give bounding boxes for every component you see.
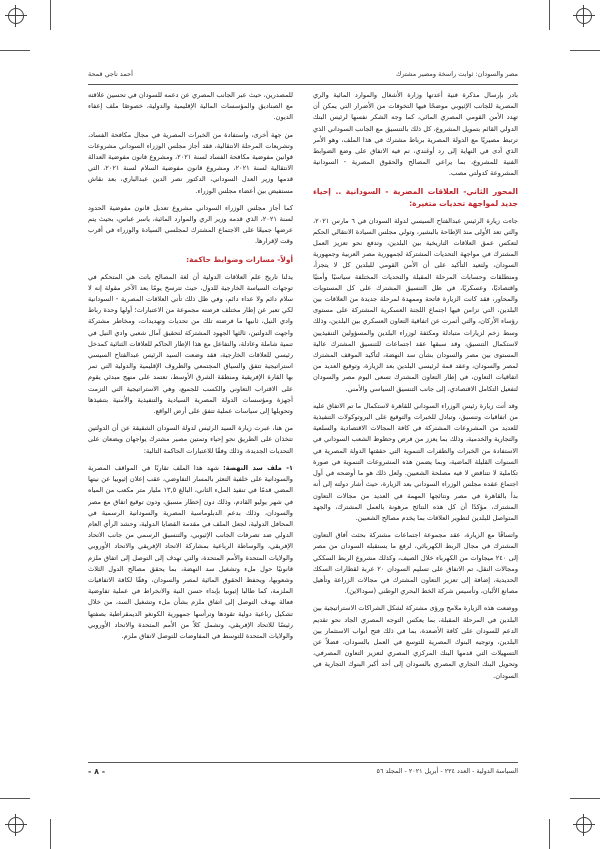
body-paragraph: ووضعت هذه الزيارة ملامح ورؤى مشتركة لشكل الشراكات الاستراتيجية بين البلدين في المرحلة المقبلة، بما يعكس التوجه المصري الجاد نحو تقديم الدعم للسودان على كافة الأصعدة، بما في ذلك فتح أبواب الاستثمار بين البلدين، وتوجيه البنوك المصرية للتوسع في العمل بالسودان، فضلاً عن التسهيلات التي قدمها البنك المركزي المصري لتعزيز التعاون المصرفي، وتحويل البنك التجاري المصري بالسودان إلى أحد أكبر البنوك التجارية في السودان. bbox=[313, 604, 518, 680]
running-footer bbox=[88, 764, 518, 778]
footer-journal: السياسة الدولية bbox=[476, 767, 518, 775]
page-number: - ٨ - bbox=[88, 766, 106, 776]
crop-mark bbox=[50, 0, 51, 30]
body-paragraph: واتساقًا مع الزيارة، عقد مجموعة اجتماعات مشتركة بحثت آفاق التعاون المشترك في مجال الربط الكهربائي، لرفع ما يستقبله السودان من مصر إلى ٢٤٠ ميجاوات من الكهرباء خلال الصيف، وكذلك مشروع الربط السككي ومجالات النقل، تم الاتفاق على تسليم السودان ٢٠ عربة لقطارات السكك الحديدية، إضافة إلى تعزيز التعاون المشترك في مجالات الزراعة وتأهيل مصانع الألبان، وتأسيس شركة الخط البحري الوطني (سودالاين). bbox=[313, 531, 518, 596]
crop-mark bbox=[0, 798, 30, 799]
registration-mark-icon bbox=[8, 817, 24, 833]
body-paragraph: للمصدرين، حيث عبر الجانب المصري عن دعمه للسودان في تحسين علاقته مع الصناديق والمؤسسات المالية الإقليمية والدولية، خصوصًا ملف إعفاء الديون. bbox=[88, 91, 293, 122]
footer-rule bbox=[88, 762, 518, 763]
header-rule bbox=[88, 84, 518, 85]
intro-paragraph: بادر بإرسال مذكرة فنية أعدتها وزارة الأشغال والموارد المائية والري المصرية للجانب الإثيوبي موضحًا فيها التخوفات من الأضرار التي يمكن أن تهدد الأمن القومي المصري المائي، كما وجه الشكر نفسها لرئيس البنك الدولي القائم بتمويل المشروع، كل ذلك بالتنسيق مع الجانب السوداني الذي ترتبط مصيريًا مع الدولة المصرية برباط مشترك في هذا الملف، وهو الأمر الذي أدى في النهاية إلى رد أوغندي، تم فيه الاتفاق على وضع الضوابط الفنية للمشروع، بما يراعي المصالح والحقوق المصرية - السودانية المشروعة كدولتي مصب. bbox=[313, 91, 518, 178]
footer-journal-info: السياسة الدولية - العدد ٢٢٤ - أبريل ٢٠٢١ - المجلد ٥٦ bbox=[376, 767, 518, 775]
list-item-lead: ١- ملف سد النهضة: bbox=[223, 463, 293, 472]
crop-mark bbox=[50, 819, 51, 849]
body-paragraph: وقد أتت زيارة رئيس الوزراء السوداني للقاهرة لاستكمال ما تم الاتفاق عليه من اتفاقيات وتنسيق، وتبادل للخبرات والتوقيع على البروتوكولات التنفيذية للعديد من المشروعات المشتركة في كافة المجالات الاقتصادية والسلعية والتجارية والخدمية، وذلك بما يعزز من فرص وحظوظ الشعب السوداني في الاستفادة من الخبرات والطفرات التنموية التي حققتها الدولة المصرية في السنوات القليلة الماضية، وبما يضمن هذه المشروعات التنموية في صورة تكاملية لا تتناقض لا فيه مصلحة الشعبين. ولعل ذلك هو ما أوضحه في أول اجتماع عقده مجلس الوزراء السوداني بعد الزيارة، حيث أشار دولته إلى أنه بدأ بالقاهرة في مصر ونتائجها المهمة في العديد من مجالات التعاون المشترك، مؤكدًا أن كل هذه النتائج مرهونة بالعمل المشترك، والجهد المتواصل للبلدين لتطوير العلاقات بما يخدم مصالح الشعبين. bbox=[313, 401, 518, 522]
crop-mark bbox=[570, 50, 600, 51]
header-article-title: مصر والسودان: ثوابت راسخة ومصير مشترك bbox=[395, 70, 518, 78]
body-paragraph: جاءت زيارة الرئيس عبدالفتاح السيسي لدولة السودان في ٦ مارس ٢٠٢١، والتي تعد الأولى منذ الإطاحة بالبشير، وتولي مجلس السيادة الانتقالي الحكم لتعكس عمق العلاقات التاريخية بين البلدين، وتدفع نحو تعزيز العمل المشترك في مواجهة التحديات المشتركة لجمهورية مصر العربية وجمهورية السودان، ولتعيد التأكيد على أن الأمن القومي للبلدين كل لا يتجزأ، ومنطلقات وحسابات المرحلة المقبلة والتحديات المختلفة سياسيًا وأمنيًا واقتصاديًا، وعسكريًا، في ظل التنسيق المشترك على كل المستويات والمحاور، فقد كانت الزيارة فاتحة وممهدة لمرحلة جديدة من العلاقات بين البلدين، التي تزامن فيها اجتماع اللجنة العسكرية المشتركة على مستوى رؤساء الأركان، والتي أثمرت عن اتفاقية التعاون العسكري بين البلدين، وذلك وسط زخم لزيارات متبادلة ومكثفة لوزراء البلدين والمسؤولين التنفيذيين لاستكمال التنسيق، وقد سبقها عقد اجتماعات للتنسيق المشترك عالية المستوى بين مصر والسودان بشأن سد النهضة، لتأكيد الموقف المشترك لمصر والسودان، وعقد قمة لرئيسي البلدين بعد الزيارة، وتوقيع العديد من اتفاقيات التعاون، في إطار التعاون المشترك تسعى اليوم مصر والسودان لتفعيل التكامل الاقتصادي، إلى جانب التنسيق السياسي والأمني. bbox=[313, 216, 518, 393]
registration-mark-icon bbox=[8, 8, 24, 24]
crop-mark bbox=[549, 819, 550, 849]
crop-mark bbox=[570, 798, 600, 799]
body-paragraph: من هنا، عبرت زيارة السيد الرئيس لدولة السودان الشقيقة عن أن الدولتين تتخذان على الطريق نحو إحياء وتمتين مصير مشترك يواجهان ويضعان على التحديات الجديدة، وذلك وفقًا للاعتبارات الحاكمة التالية: bbox=[88, 424, 293, 455]
list-item-paragraph bbox=[88, 463, 293, 642]
running-header bbox=[88, 70, 518, 84]
list-item-body: شهد هذا الملف تقاربًا في المواقف المصرية والسودانية على خلفية التعثر بالمسار التفاوضي، عقب إعلان إثيوبيا عن نيتها المضي قدمًا في تنفيذ الملء الثاني، البالغ ١٣,٥ مليار متر مكعب من المياه في شهر يوليو القادم، وذلك دون إخطار مسبق، ودون توقيع اتفاق مع مصر والسودان، وذلك بدعم الدبلوماسية المصرية والسودانية الرسمية في المحافل الدولية، لجعل الملف في مقدمة القضايا الدولية، وحشد الرأي العام الدولي ضد تصرفات الجانب الإثيوبي، والتنسيق الرسمي من جانب الاتحاد الإفريقي، والوساطة الرباعية بمشاركة الاتحاد الإفريقي والاتحاد الأوروبي والولايات المتحدة والأمم المتحدة، والتي تهدف إلى التوصل إلى اتفاق ملزم قانونيًا حول ملء وتشغيل سد النهضة، بما يحقق مصالح الدول الثلاث وشعوبها، ويحفظ الحقوق المائية لمصر والسودان، وفقًا لكافة الاتفاقيات الملزمة، كما طالبا إثيوبيا بإبداء حسن النية والانخراط في عملية تفاوضية فعالة بهدف التوصل إلى اتفاق ملزم بشأن ملء وتشغيل السد، من خلال تشكيل رباعية دولية تقودها وترأسها جمهورية الكونغو الديمقراطية بصفتها رئيسًا للاتحاد الإفريقي، وتشمل كلاً من الأمم المتحدة والاتحاد الأوروبي والولايات المتحدة للتوسط في المفاوضات للتوصل لاتفاق ملزم. bbox=[88, 463, 293, 640]
header-author: أحمد ناجي قمحة bbox=[88, 70, 133, 78]
subsection-heading: أولاً- مسارات وضوابط حاكمة: bbox=[186, 254, 293, 264]
crop-mark bbox=[0, 50, 30, 51]
right-column bbox=[313, 90, 518, 756]
body-paragraph: من جهة أخرى، واستفادة من الخبرات المصرية في مجال مكافحة الفساد، وتشريعات المرحلة الانتقالية، فقد أجاز مجلس الوزراء السوداني مشروعات قوانين مفوضية مكافحة الفساد لسنة ٢٠٢١، ومشروع قانون مفوضية العدالة الانتقالية لسنة ٢٠٢١، ومشروع قانون مفوضية السلام لسنة ٢٠٢١، التي قدمها وزير العدل السوداني، الدكتور نصر الدين عبدالباري، بعد نقاش مستفيض بين أعضاء مجلس الوزراء. bbox=[88, 130, 293, 195]
body-paragraph: يدلنا تاريخ علم العلاقات الدولية أن لغة المصالح باتت هي المتحكم في توجهات السياسة الخارجية للدول، حيث تترسخ يومًا بعد الآخر مقولة إنه لا سلام دائم ولا عداء دائم، وفي ظل ذلك تأتي العلاقات المصرية - السودانية لكي تعبر عن إطار مختلف فرضته مجموعة من الاعتبارات؛ أولها وحدة رباط وادي النيل، ثانيها ما فرضته تلك من تحديات وتهديدات، ومخاطر مشتركة واجهت الدولتين، ثالثها الجهود المشتركة لتحقيق آمال شعبي وادي النيل في تنمية شاملة وعادلة، والتفاعل مع هذا الإطار الحاكم للعلاقات الثنائية كمدخل رئيسي للعلاقات الخارجية، فقد وضعت السيد الرئيس عبدالفتاح السيسي استراتيجية تتفق والسياق المجتمعي والظروف الإقليمية والدولية التي تمر بها القارة الإفريقية ومنطقة الشرق الأوسط، تعتمد على منهج مبدئي يقوم على الاقتراب التعاوني والكسب للجميع، وهي الاستراتيجية التي التزمت أجهزة ومؤسسات الدولة المصرية السيادية والتنفيذية والأمنية بتنفيذها وتحويلها إلى سياسات عملية تتفق على أرض الواقع. bbox=[88, 272, 293, 416]
registration-mark-icon bbox=[576, 8, 592, 24]
body-paragraph: كما أجاز مجلس الوزراء السوداني مشروع تعديل قانون مفوضية الحدود لسنة ٢٠٢١، الذي قدمه وزير الري والموارد المائية، ياسر عباس، بحيث يتم عرضها جميعًا على الاجتماع المشترك لمجلسي السيادة والوزراء في أقرب وقت لإقرارها. bbox=[88, 203, 293, 246]
section-heading: المحور الثاني- العلاقات المصرية - السودانية .. إحياء جديد لمواجهة تحديات متغيرة: bbox=[313, 186, 518, 208]
left-column bbox=[88, 90, 293, 756]
crop-mark bbox=[549, 0, 550, 30]
registration-mark-icon bbox=[576, 817, 592, 833]
footer-issue: العدد ٢٢٤ - أبريل ٢٠٢١ - المجلد ٥٦ bbox=[376, 767, 471, 775]
